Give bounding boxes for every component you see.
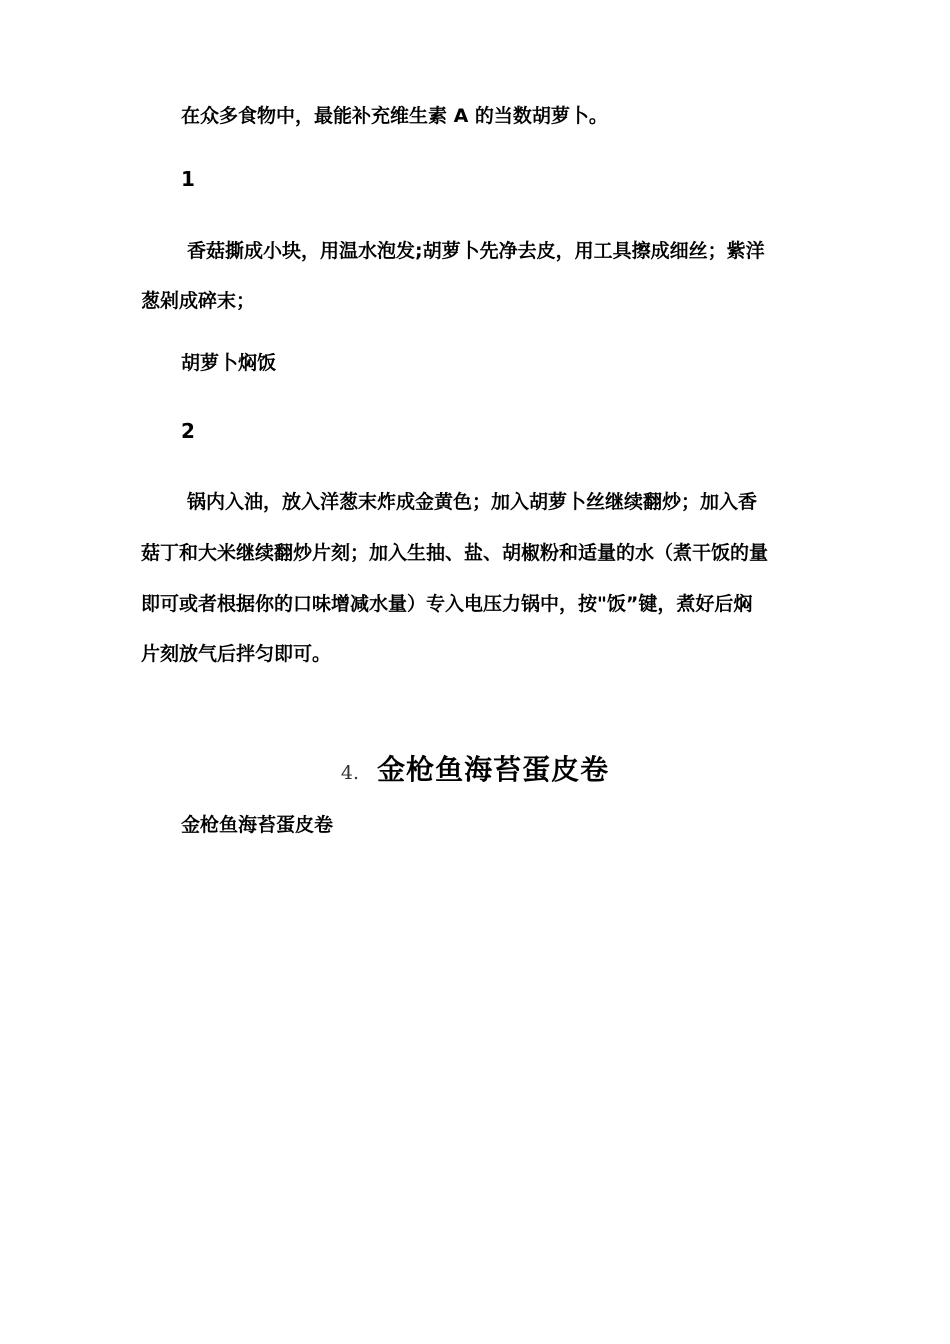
section-number: 4. (340, 762, 360, 784)
step2-text-line-4: 片刻放气后拌匀即可。 (141, 643, 332, 665)
step1-text-line-1: 香菇撕成小块，用温水泡发;胡萝卜先净去皮，用工具擦成细丝；紫洋 (187, 240, 765, 262)
step-number-2: 2 (181, 419, 195, 443)
step2-text-line-2: 菇丁和大米继续翻炒片刻；加入生抽、盐、胡椒粉和适量的水（煮干饭的量 (141, 542, 769, 564)
section-heading (0, 748, 950, 788)
intro-paragraph: 在众多食物中，最能补充维生素 A 的当数胡萝卜。 (181, 105, 608, 127)
step2-text-line-3: 即可或者根据你的口味增减水量）专入电压力锅中，按"饭”键，煮好后焖 (141, 593, 753, 615)
step2-text-line-1: 锅内入油，放入洋葱末炸成金黄色；加入胡萝卜丝继续翻炒；加入香 (187, 491, 758, 513)
recipe-name: 胡萝卜焖饭 (181, 352, 277, 374)
step1-text-line-2: 葱剁成碎末； (141, 290, 256, 312)
step-number-1: 1 (181, 167, 195, 191)
section-subtitle: 金枪鱼海苔蛋皮卷 (181, 814, 334, 836)
section-title: 金枪鱼海苔蛋皮卷 (377, 753, 610, 786)
